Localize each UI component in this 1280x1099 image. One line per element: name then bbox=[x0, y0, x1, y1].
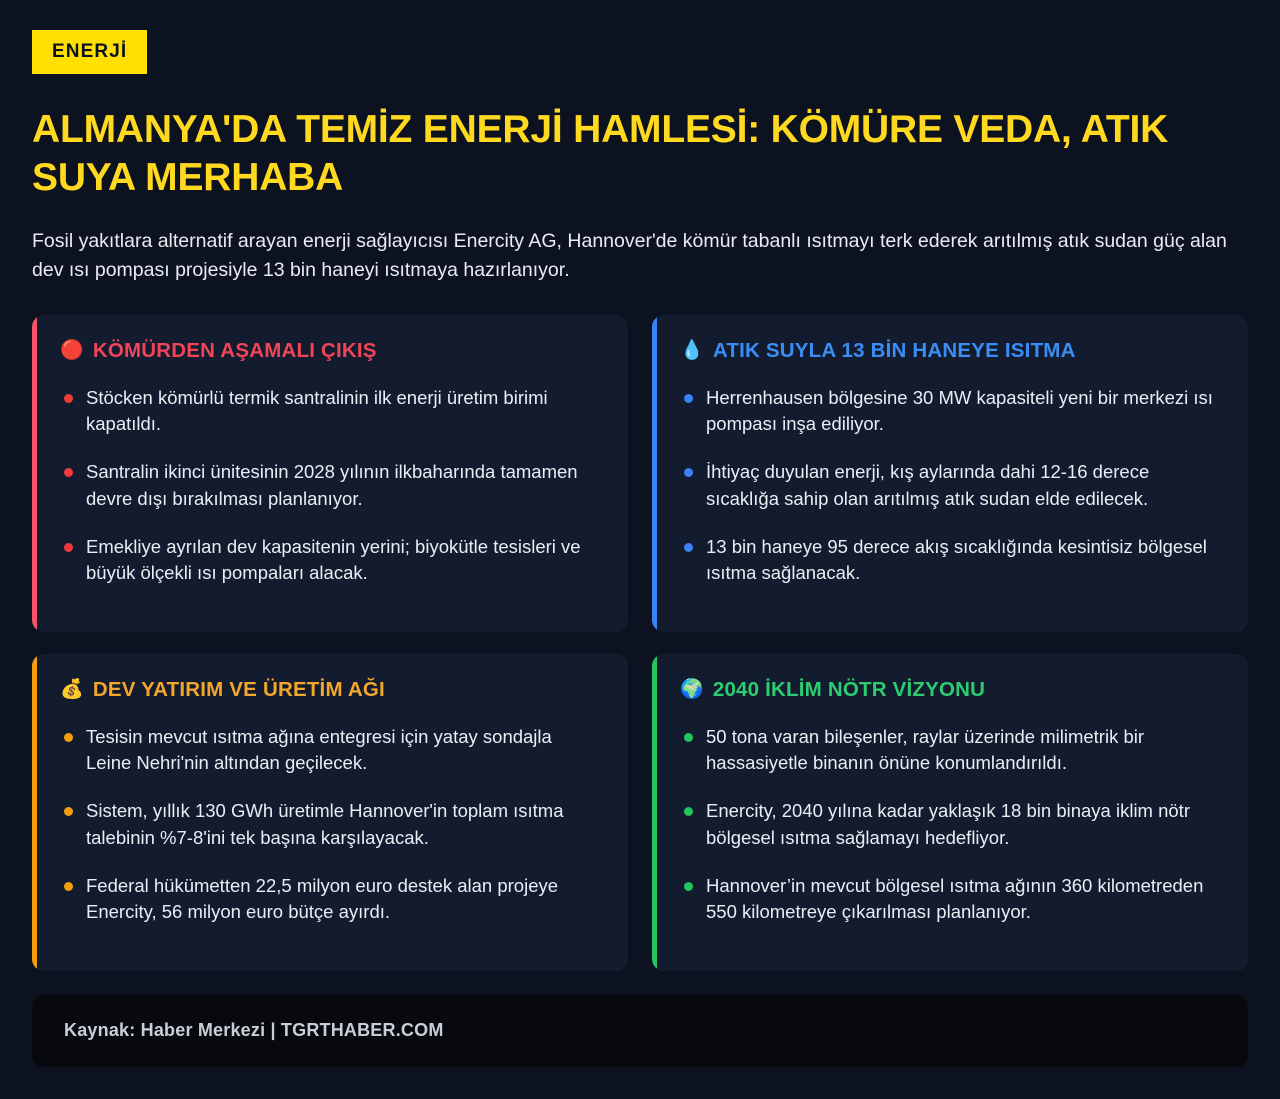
list-item: Emekliye ayrılan dev kapasitenin yerini; biyokütle tesisleri ve büyük ölçekli ısı pompaları alacak. bbox=[58, 534, 602, 587]
money-bag-icon: 💰 bbox=[60, 679, 84, 701]
list-item: Stöcken kömürlü termik santralinin ilk enerji üretim birimi kapatıldı. bbox=[58, 385, 602, 438]
card-title bbox=[680, 339, 1222, 363]
list-item: 13 bin haneye 95 derece akış sıcaklığında kesintisiz bölgesel ısıtma sağlanacak. bbox=[678, 534, 1222, 587]
list-item: Federal hükümetten 22,5 milyon euro destek alan projeye Enercity, 56 milyon euro bütçe ayırdı. bbox=[58, 873, 602, 926]
card-title bbox=[60, 339, 602, 363]
list-item: Enercity, 2040 yılına kadar yaklaşık 18 bin binaya iklim nötr bölgesel ısıtma sağlamayı hedefliyor. bbox=[678, 798, 1222, 851]
list-item: Santralin ikinci ünitesinin 2028 yılının ilkbaharında tamamen devre dışı bırakılması planlanıyor. bbox=[58, 459, 602, 512]
card-bullet-list bbox=[678, 724, 1222, 926]
list-item: Sistem, yıllık 130 GWh üretimle Hannover'in toplam ısıtma talebinin %7-8'ini tek başına karşılayacak. bbox=[58, 798, 602, 851]
card-title-label: ATIK SUYLA 13 BİN HANEYE ISITMA bbox=[712, 338, 1076, 362]
info-card-komurden-asamali-cikis bbox=[32, 315, 628, 632]
list-item: Herrenhausen bölgesine 30 MW kapasiteli yeni bir merkezi ısı pompası inşa ediliyor. bbox=[678, 385, 1222, 438]
card-title-label: DEV YATIRIM VE ÜRETİM AĞI bbox=[92, 677, 385, 701]
list-item: İhtiyaç duyulan enerji, kış aylarında dahi 12-16 derece sıcaklığa sahip olan arıtılmış atık sudan elde edilecek. bbox=[678, 459, 1222, 512]
list-item: Tesisin mevcut ısıtma ağına entegresi için yatay sondajla Leine Nehri'nin altından geçilecek. bbox=[58, 724, 602, 777]
card-bullet-list bbox=[58, 724, 602, 926]
card-bullet-list bbox=[58, 385, 602, 587]
earth-globe-icon: 🌍 bbox=[680, 679, 704, 701]
card-title-label: 2040 İKLİM NÖTR VİZYONU bbox=[712, 677, 986, 701]
card-bullet-list bbox=[678, 385, 1222, 587]
water-droplet-icon: 💧 bbox=[680, 340, 704, 362]
standfirst-text: Fosil yakıtlara alternatif arayan enerji sağlayıcısı Enercity AG, Hannover'de kömür tabanlı ısıtmayı terk ederek arıtılmış atık sudan güç alan dev ısı pompası projesiyle 13 bin haneyi ısıtmaya hazırlanıyor. bbox=[32, 230, 1227, 282]
page-title: ALMANYA'DA TEMİZ ENERJİ HAMLESİ: KÖMÜRE VEDA, ATIK SUYA MERHABA bbox=[32, 108, 1169, 199]
list-item: Hannover’in mevcut bölgesel ısıtma ağının 360 kilometreden 550 kilometreye çıkarılması planlanıyor. bbox=[678, 873, 1222, 926]
red-circle-icon: 🔴 bbox=[60, 340, 84, 362]
info-card-dev-yatirim-ve-uretim-agi bbox=[32, 654, 628, 971]
cards-grid bbox=[32, 315, 1248, 971]
category-badge: ENERJİ bbox=[32, 30, 147, 74]
card-title-label: KÖMÜRDEN AŞAMALI ÇIKIŞ bbox=[92, 338, 377, 362]
info-card-2040-iklim-notr-vizyonu bbox=[652, 654, 1248, 971]
card-title bbox=[680, 678, 1222, 702]
card-title bbox=[60, 678, 602, 702]
source-credit: Kaynak: Haber Merkezi | TGRTHABER.COM bbox=[64, 1020, 444, 1041]
info-card-atik-suyla-13-bin-haneye-isitma bbox=[652, 315, 1248, 632]
list-item: 50 tona varan bileşenler, raylar üzerinde milimetrik bir hassasiyetle binanın önüne konumlandırıldı. bbox=[678, 724, 1222, 777]
footer-bar bbox=[32, 995, 1248, 1067]
